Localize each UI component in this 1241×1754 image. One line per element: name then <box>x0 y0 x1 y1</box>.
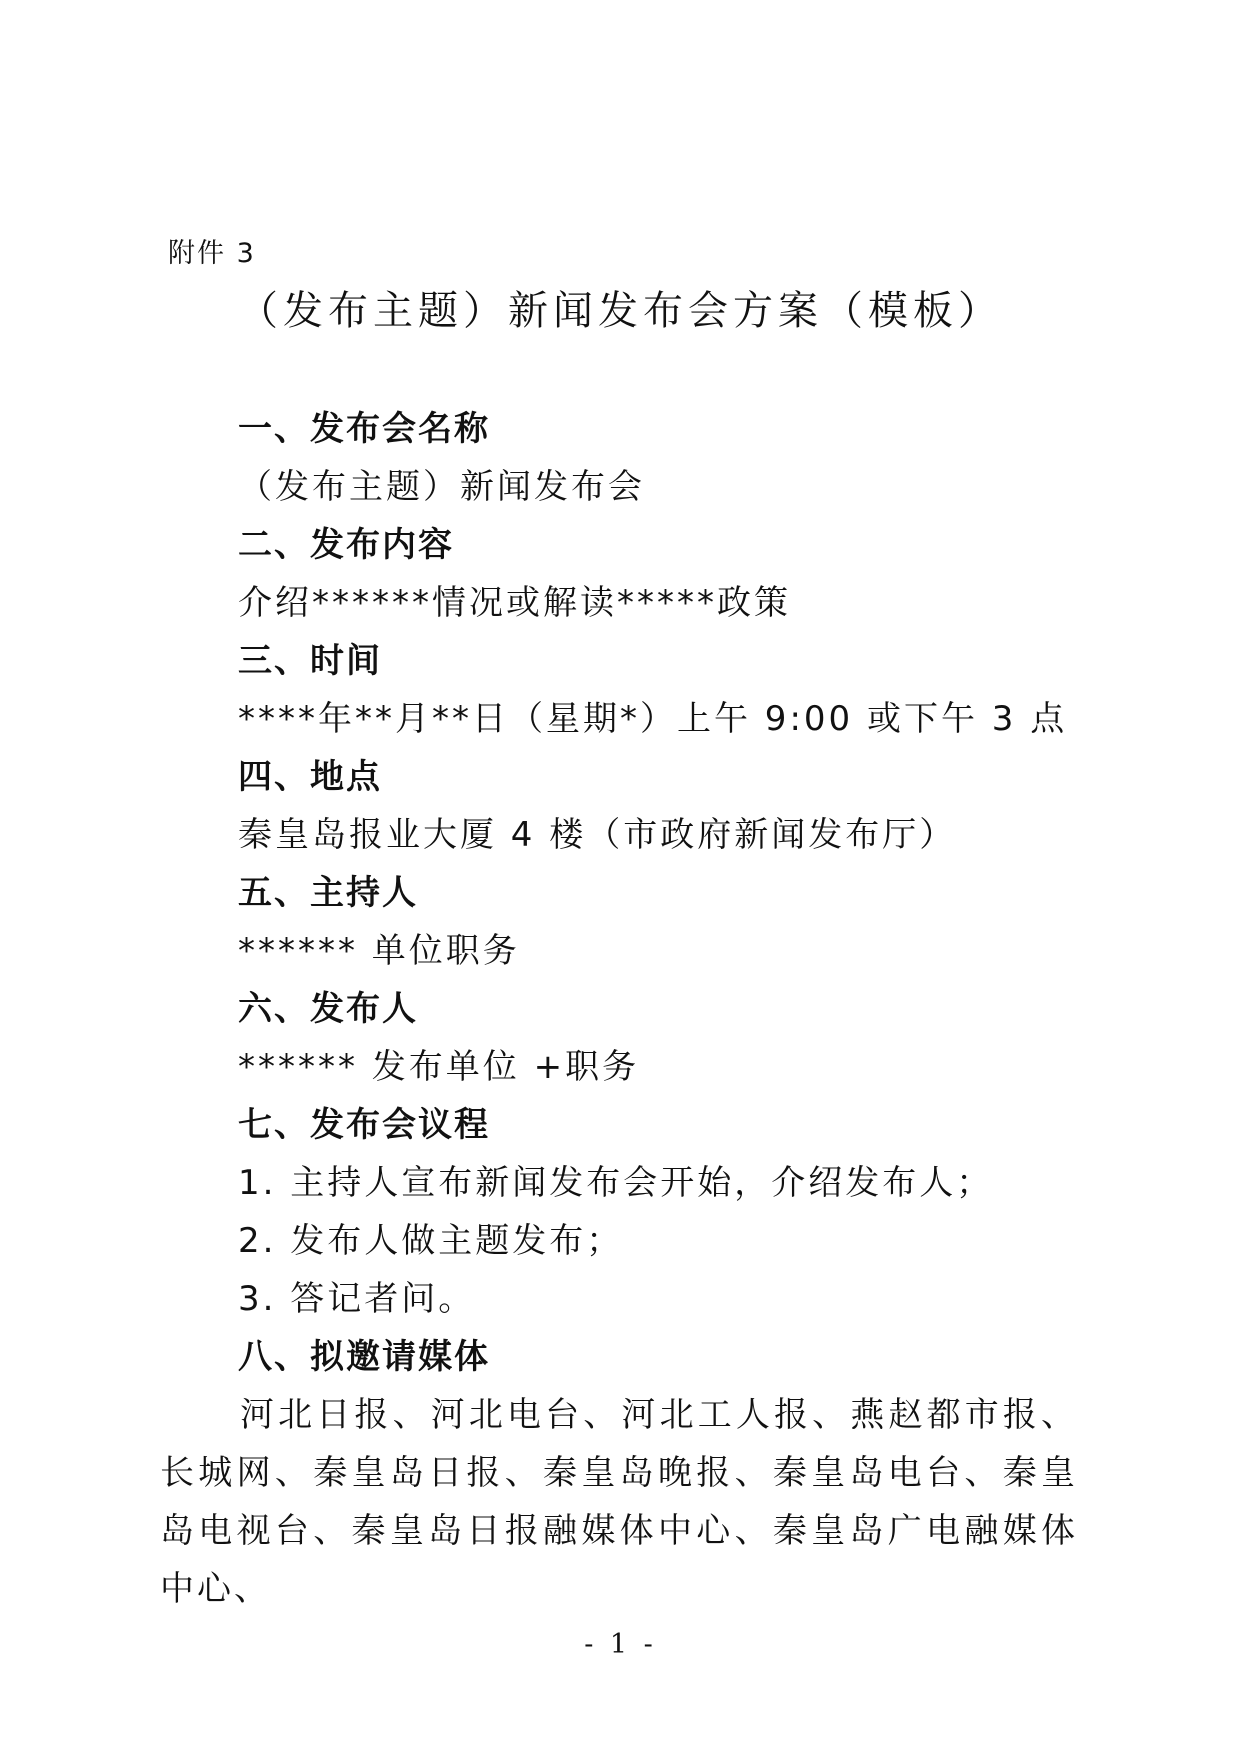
page-number: - 1 - <box>584 1629 657 1660</box>
attachment-label: 附件 3 <box>168 238 256 269</box>
agenda-item-1: 1. 主持人宣布新闻发布会开始，介绍发布人； <box>238 1163 994 1203</box>
document-title: （发布主题）新闻发布会方案（模板） <box>238 288 1003 334</box>
section-text-presenter: ****** 发布单位 +职务 <box>238 1047 640 1087</box>
section-heading-media: 八、拟邀请媒体 <box>238 1337 490 1377</box>
document-body <box>238 400 1098 1386</box>
agenda-item-3: 3. 答记者问。 <box>238 1279 476 1319</box>
section-heading-agenda: 七、发布会议程 <box>238 1105 490 1145</box>
section-text-content: 介绍******情况或解读*****政策 <box>238 583 791 623</box>
media-list-paragraph: 河北日报、河北电台、河北工人报、燕赵都市报、长城网、秦皇岛日报、秦皇岛晚报、秦皇岛电台、秦皇岛电视台、秦皇岛日报融媒体中心、秦皇岛广电融媒体中心、 <box>160 1395 1078 1609</box>
section-text-host: ****** 单位职务 <box>238 931 520 971</box>
section-heading-presenter: 六、发布人 <box>238 989 418 1029</box>
section-text-name: （发布主题）新闻发布会 <box>238 467 645 507</box>
section-heading-time: 三、时间 <box>238 641 382 681</box>
section-heading-host: 五、主持人 <box>238 873 418 913</box>
agenda-item-2: 2. 发布人做主题发布； <box>238 1221 624 1261</box>
section-heading-location: 四、地点 <box>238 757 382 797</box>
section-heading-name: 一、发布会名称 <box>238 409 490 449</box>
section-text-location: 秦皇岛报业大厦 4 楼（市政府新闻发布厅） <box>238 815 957 855</box>
section-text-time: ****年**月**日（星期*）上午 9:00 或下午 3 点 <box>238 699 1068 739</box>
section-heading-content: 二、发布内容 <box>238 525 454 565</box>
